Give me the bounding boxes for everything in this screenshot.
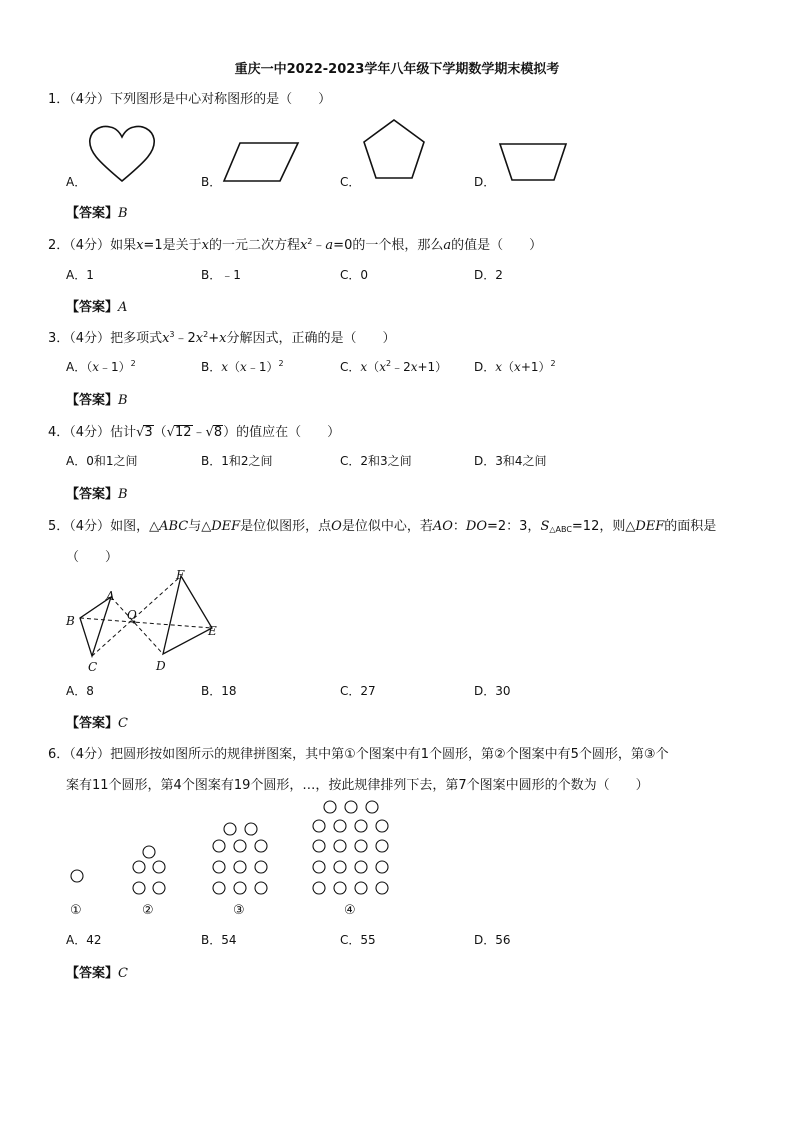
question-text: =0的一个根，那么 bbox=[333, 238, 444, 253]
option-a[interactable]: A．0和1之间 bbox=[66, 454, 138, 468]
option-c[interactable]: C．27 bbox=[340, 684, 376, 698]
variable-x: x bbox=[195, 331, 204, 346]
option-text: （ bbox=[367, 360, 380, 374]
variable: DO bbox=[465, 519, 487, 534]
answer-value: C bbox=[118, 716, 128, 731]
variable-x: x bbox=[162, 331, 170, 346]
variable-x: x bbox=[136, 238, 144, 253]
option-b[interactable]: B．1和2之间 bbox=[201, 454, 273, 468]
heart-shape-icon bbox=[88, 125, 156, 185]
exponent: 2 bbox=[385, 359, 392, 368]
question-number: 3． bbox=[48, 331, 70, 346]
question-score: （4分） bbox=[69, 519, 111, 534]
option-d[interactable]: D．3和4之间 bbox=[474, 454, 547, 468]
option-a[interactable]: A．1 bbox=[66, 268, 94, 282]
option-a[interactable] bbox=[66, 358, 136, 375]
variable: ABC bbox=[159, 519, 189, 534]
radicand: 8 bbox=[213, 425, 223, 440]
question-score: （4分） bbox=[69, 92, 111, 107]
point-label-c: C bbox=[88, 660, 98, 674]
option-c[interactable]: C．0 bbox=[340, 268, 369, 282]
question-text: =2：3， bbox=[487, 519, 541, 534]
variable-x: x bbox=[379, 360, 386, 374]
variable: DEF bbox=[635, 519, 665, 534]
pattern-label-2: ② bbox=[142, 903, 154, 918]
option-text: ﹣1） bbox=[99, 360, 131, 374]
option-c[interactable]: C．2和3之间 bbox=[340, 454, 412, 468]
pattern-label-3: ③ bbox=[233, 903, 245, 918]
question-text: 的值是（ ） bbox=[451, 238, 543, 253]
point-label-d: D bbox=[156, 659, 166, 673]
option-text: +1） bbox=[520, 360, 551, 374]
option-a[interactable]: A．42 bbox=[66, 933, 102, 947]
question-score: （4分） bbox=[69, 238, 111, 253]
option-label: B． bbox=[201, 360, 222, 374]
question-text: ： bbox=[452, 519, 466, 534]
question-number: 2． bbox=[48, 238, 70, 253]
option-c[interactable]: C．55 bbox=[340, 933, 376, 947]
sqrt-icon: √ bbox=[166, 425, 175, 440]
circle-pattern-figure bbox=[60, 796, 400, 906]
variable-x: x bbox=[410, 360, 418, 374]
option-b[interactable]: B． bbox=[201, 175, 222, 189]
variable-x: x bbox=[299, 238, 308, 253]
option-label: A． bbox=[66, 360, 87, 374]
question-score: （4分） bbox=[69, 331, 111, 346]
option-d[interactable]: D． bbox=[474, 175, 496, 189]
exponent: 2 bbox=[130, 359, 136, 368]
option-b[interactable] bbox=[201, 358, 284, 375]
variable-x: x bbox=[201, 238, 209, 253]
question-text: 估计 bbox=[110, 425, 137, 440]
question-text: 如果 bbox=[110, 238, 137, 253]
variable-x: x bbox=[360, 360, 368, 374]
option-a[interactable]: A．8 bbox=[66, 684, 94, 698]
answer-value: C bbox=[118, 966, 128, 981]
answer-label: 【答案】 bbox=[66, 716, 119, 731]
answer-label: 【答案】 bbox=[66, 206, 119, 221]
answer-label: 【答案】 bbox=[66, 300, 119, 315]
answer-3 bbox=[66, 389, 128, 408]
variable-a: a bbox=[325, 238, 334, 253]
variable: AO bbox=[432, 519, 453, 534]
variable: O bbox=[331, 519, 342, 534]
pentagon-shape-icon bbox=[362, 118, 426, 180]
question-1 bbox=[48, 88, 331, 107]
answer-value: B bbox=[118, 487, 128, 502]
question-2 bbox=[48, 234, 542, 253]
answer-4 bbox=[66, 483, 128, 502]
question-5 bbox=[48, 515, 716, 534]
question-text: 把多项式 bbox=[110, 331, 163, 346]
question-3 bbox=[48, 327, 396, 346]
question-number: 5． bbox=[48, 519, 70, 534]
question-6-line2: 案有11个圆形，第4个图案有19个圆形，…，按此规律排列下去，第7个图案中圆形的个数为（ ） bbox=[66, 778, 649, 793]
question-text: 分解因式，正确的是（ ） bbox=[226, 331, 396, 346]
question-text: 与△ bbox=[188, 519, 212, 534]
question-4 bbox=[48, 421, 340, 440]
point-label-a: A bbox=[106, 589, 115, 603]
option-text: （ bbox=[502, 360, 515, 374]
answer-value: A bbox=[118, 300, 128, 315]
option-text: ﹣2 bbox=[391, 360, 411, 374]
option-b[interactable]: B．54 bbox=[201, 933, 237, 947]
parallelogram-shape-icon bbox=[222, 141, 300, 183]
variable-x: x bbox=[92, 360, 100, 374]
variable: S bbox=[540, 519, 550, 534]
answer-2 bbox=[66, 296, 127, 315]
exponent: 2 bbox=[550, 359, 556, 368]
answer-label: 【答案】 bbox=[66, 487, 119, 502]
option-text: （ bbox=[228, 360, 241, 374]
question-text: 把圆形按如图所示的规律拼图案，其中第①个图案中有1个圆形，第②个图案中有5个圆形，第③个 bbox=[110, 747, 669, 762]
exponent: 2 bbox=[307, 237, 313, 246]
point-label-f: F bbox=[176, 568, 185, 582]
question-number: 6． bbox=[48, 747, 70, 762]
answer-label: 【答案】 bbox=[66, 966, 119, 981]
exponent: 3 bbox=[169, 330, 175, 339]
subscript: △ABC bbox=[549, 525, 572, 534]
option-a[interactable]: A． bbox=[66, 175, 87, 189]
trapezoid-shape-icon bbox=[498, 142, 568, 182]
option-text: ﹣1） bbox=[246, 360, 279, 374]
variable-a: a bbox=[443, 238, 452, 253]
answer-6 bbox=[66, 962, 128, 981]
page-title: 重庆一中2022-2023学年八年级下学期数学期末模拟考 bbox=[234, 62, 560, 77]
question-text: ﹣ bbox=[312, 238, 326, 253]
variable-x: x bbox=[219, 331, 227, 346]
option-label: D． bbox=[474, 360, 496, 374]
option-c[interactable]: C． bbox=[340, 175, 361, 189]
variable-x: x bbox=[221, 360, 229, 374]
point-label-o: O bbox=[127, 608, 137, 622]
point-label-e: E bbox=[208, 624, 217, 638]
exponent: 2 bbox=[203, 330, 209, 339]
question-text: 是位似中心，若 bbox=[341, 519, 433, 534]
option-d[interactable]: D．30 bbox=[474, 684, 511, 698]
question-text: =1是关于 bbox=[143, 238, 202, 253]
question-number: 4． bbox=[48, 425, 70, 440]
question-text: 的一元二次方程 bbox=[208, 238, 300, 253]
variable-x: x bbox=[514, 360, 521, 374]
sqrt-icon: √ bbox=[136, 425, 145, 440]
question-score: （4分） bbox=[69, 425, 111, 440]
exponent: 2 bbox=[278, 359, 284, 368]
answer-value: B bbox=[118, 206, 128, 221]
question-text: ）的值应在（ ） bbox=[223, 425, 341, 440]
pattern-label-1: ① bbox=[70, 903, 82, 918]
pattern-label-4: ④ bbox=[344, 903, 356, 918]
question-text: ﹣ bbox=[192, 425, 206, 440]
question-text: 下列图形是中心对称图形的是（ ） bbox=[110, 92, 332, 107]
variable: DEF bbox=[211, 519, 241, 534]
option-b[interactable]: B．18 bbox=[201, 684, 237, 698]
question-text: 的面积是 bbox=[664, 519, 717, 534]
question-score: （4分） bbox=[69, 747, 111, 762]
question-number: 1． bbox=[48, 92, 70, 107]
question-5-line2: （ ） bbox=[66, 550, 119, 565]
question-text: 如图，△ bbox=[110, 519, 160, 534]
answer-label: 【答案】 bbox=[66, 393, 119, 408]
answer-1 bbox=[66, 202, 128, 221]
sqrt-icon: √ bbox=[205, 425, 214, 440]
point-label-b: B bbox=[66, 614, 75, 628]
option-label: C． bbox=[340, 360, 361, 374]
question-text: （ bbox=[153, 425, 167, 440]
question-text: =12，则△ bbox=[571, 519, 636, 534]
radicand: 3 bbox=[144, 425, 153, 440]
question-text: ﹣2 bbox=[174, 331, 196, 346]
question-text: 是位似图形，点 bbox=[240, 519, 332, 534]
variable-x: x bbox=[495, 360, 503, 374]
answer-value: B bbox=[118, 393, 128, 408]
variable-x: x bbox=[240, 360, 247, 374]
option-b[interactable]: B．﹣1 bbox=[201, 268, 241, 282]
option-d[interactable]: D．56 bbox=[474, 933, 511, 947]
radicand: 12 bbox=[174, 425, 192, 440]
option-c[interactable] bbox=[340, 358, 447, 375]
option-d[interactable]: D．2 bbox=[474, 268, 503, 282]
answer-5 bbox=[66, 712, 128, 731]
question-text: + bbox=[208, 331, 220, 346]
option-text: （ bbox=[86, 360, 93, 374]
option-d[interactable] bbox=[474, 358, 556, 375]
question-6 bbox=[48, 743, 669, 762]
option-text: +1） bbox=[417, 360, 448, 374]
